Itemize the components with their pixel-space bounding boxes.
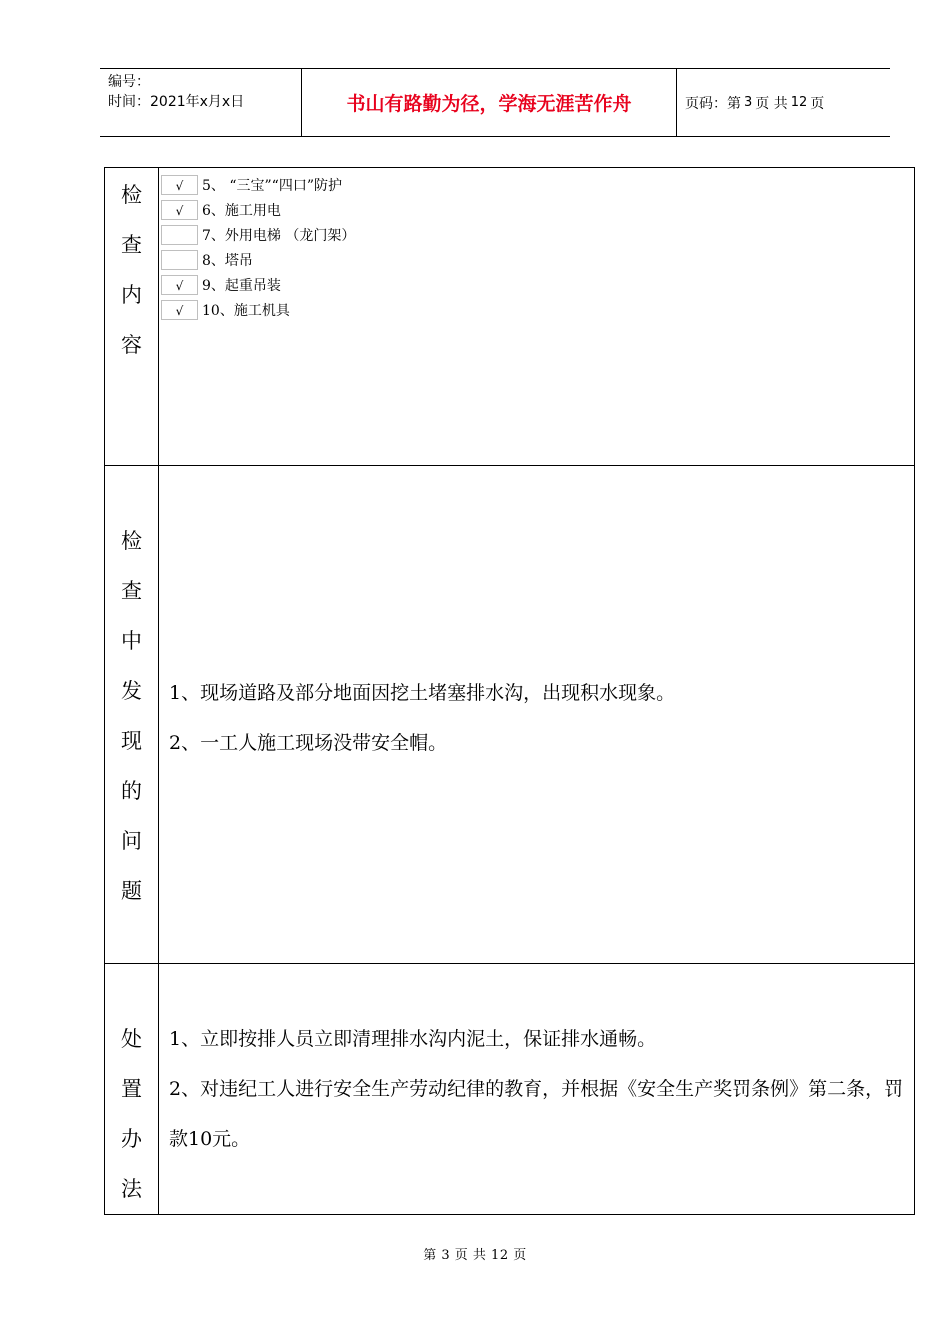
checklist-item xyxy=(161,272,914,297)
checklist xyxy=(159,168,914,322)
page-label-c: 页 xyxy=(810,95,825,112)
problems-text xyxy=(159,466,914,768)
inspection-table xyxy=(104,167,915,1215)
page-current: 3 xyxy=(744,95,753,110)
document-number-label: 编号： xyxy=(108,74,150,90)
header-motto: 书山有路勤为径，学海无涯苦作舟 xyxy=(301,69,677,136)
checklist-item xyxy=(161,297,914,322)
label-inspect-content xyxy=(105,168,159,466)
label-chars xyxy=(105,964,158,1214)
row-problems xyxy=(105,466,915,964)
handling-cell xyxy=(159,964,915,1215)
text-line: 2、一工人施工现场没带安全帽。 xyxy=(169,732,448,754)
text-line: 2、对违纪工人进行安全生产劳动纪律的教育，并根据《安全生产奖罚条例》第二条，罚款10元。 xyxy=(169,1078,904,1150)
checklist-cell xyxy=(159,168,915,466)
label-char: 问 xyxy=(121,829,142,853)
label-char: 内 xyxy=(121,283,142,307)
label-char: 检 xyxy=(121,183,142,207)
page-footer: 第 3 页 共 12 页 xyxy=(423,1248,527,1263)
label-char: 查 xyxy=(121,233,142,257)
document-time-label: 时间：2021年x月x日 xyxy=(108,94,245,110)
label-char: 题 xyxy=(121,879,142,903)
checklist-item-label: 9、起重吊装 xyxy=(202,277,281,294)
checkbox[interactable] xyxy=(161,225,198,245)
label-char: 的 xyxy=(121,779,142,803)
page-label-a: 页码：第 xyxy=(685,95,741,112)
label-char: 容 xyxy=(121,333,142,357)
header-meta xyxy=(108,72,244,112)
page-label-b: 页 共 xyxy=(755,95,788,112)
label-char: 办 xyxy=(121,1127,142,1151)
label-handling xyxy=(105,964,159,1215)
label-char: 检 xyxy=(121,529,142,553)
label-char: 置 xyxy=(121,1077,142,1101)
checklist-item xyxy=(161,247,914,272)
row-inspect-content xyxy=(105,168,915,466)
label-char: 查 xyxy=(121,579,142,603)
checklist-item-label: 10、施工机具 xyxy=(202,302,290,319)
text-line: 1、立即按排人员立即清理排水沟内泥土，保证排水通畅。 xyxy=(169,1028,657,1050)
label-char: 发 xyxy=(121,679,142,703)
checkbox[interactable]: √ xyxy=(161,275,198,295)
label-char: 中 xyxy=(121,629,142,653)
problems-cell xyxy=(159,466,915,964)
checklist-item xyxy=(161,222,914,247)
text-line: 1、现场道路及部分地面因挖土堵塞排水沟，出现积水现象。 xyxy=(169,682,676,704)
label-char: 处 xyxy=(121,1027,142,1051)
checkbox[interactable] xyxy=(161,250,198,270)
checklist-item xyxy=(161,172,914,197)
header-page-indicator xyxy=(685,69,824,136)
row-handling xyxy=(105,964,915,1215)
handling-text xyxy=(159,964,914,1164)
checklist-item xyxy=(161,197,914,222)
label-problems xyxy=(105,466,159,964)
label-chars xyxy=(105,466,158,916)
checkbox[interactable]: √ xyxy=(161,200,198,220)
label-char: 法 xyxy=(121,1177,142,1201)
checklist-item-label: 7、外用电梯 （龙门架） xyxy=(202,227,356,244)
checklist-item-label: 5、 “三宝”“四口”防护 xyxy=(202,177,342,194)
checklist-item-label: 8、塔吊 xyxy=(202,252,253,269)
checkbox[interactable]: √ xyxy=(161,300,198,320)
checklist-item-label: 6、施工用电 xyxy=(202,202,281,219)
label-char: 现 xyxy=(121,729,142,753)
checkbox[interactable]: √ xyxy=(161,175,198,195)
page-header xyxy=(100,68,890,137)
label-chars xyxy=(105,168,158,370)
page-total: 12 xyxy=(790,95,808,110)
